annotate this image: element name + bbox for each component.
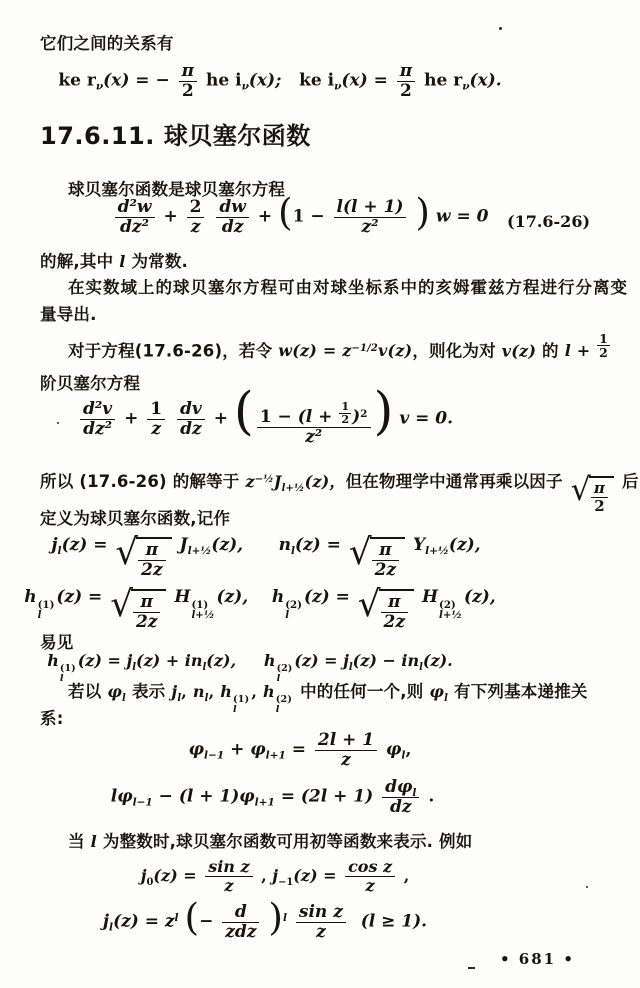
fraction [397, 62, 415, 101]
formula-token: − [199, 911, 214, 932]
formula-token: ke r [58, 70, 96, 91]
formula-token: j [51, 535, 58, 555]
text-run: 的 [536, 341, 565, 361]
formula-token: 2 [341, 411, 350, 426]
paragraph-5: 阶贝塞尔方程 [40, 374, 141, 393]
formula-token: = [285, 739, 312, 760]
formula-token: zdz [225, 922, 257, 943]
formula-token: j [102, 911, 110, 932]
right-paren: ) [373, 382, 394, 442]
fraction [315, 731, 377, 770]
formula-token: l−1 [132, 796, 153, 809]
formula-token: (z) = [56, 587, 103, 607]
formula-token: z [245, 472, 255, 491]
paragraph-9 [68, 828, 472, 852]
fraction [179, 62, 197, 101]
formula-token: (z), [216, 587, 249, 607]
equation-recurrence-1 [40, 731, 560, 770]
formula-token: H [174, 587, 191, 607]
formula-token: l [444, 692, 449, 704]
fraction [80, 400, 115, 439]
formula-token: sin z [205, 858, 252, 877]
formula-token: (z) = [153, 866, 197, 885]
fraction [177, 400, 205, 439]
formula-token: l [122, 692, 127, 704]
formula-token: 0 [146, 876, 154, 888]
fraction [216, 198, 249, 237]
formula-token: dz² [120, 217, 150, 238]
formula-token: 2 [360, 407, 368, 420]
formula-token: dz [389, 797, 412, 818]
formula-token: ν [95, 80, 104, 93]
formula-token: (z). [422, 651, 453, 670]
formula-token: z [190, 217, 201, 238]
inline-math [107, 682, 127, 704]
fraction [334, 198, 407, 237]
fraction-half [597, 332, 610, 359]
formula-token: (z) = z [113, 911, 175, 932]
formula-token: (2) [276, 663, 293, 675]
formula-token: d [222, 903, 259, 923]
formula-token: lφ [110, 786, 133, 807]
formula-token: l [285, 609, 290, 622]
left-paren: ( [233, 382, 254, 442]
formula-token: − (l + 1)φ [152, 786, 255, 807]
formula-token: (z) = j [77, 651, 133, 670]
formula-token: z² [305, 427, 323, 448]
fraction [591, 480, 608, 515]
formula-token: φ [107, 682, 123, 701]
formula-token: j [140, 866, 147, 885]
formula-token: l+½ [187, 545, 212, 558]
text-run: 为常数. [125, 252, 189, 271]
fraction [222, 903, 259, 942]
formula-token: dv [177, 400, 205, 420]
equation-j0 [0, 858, 550, 895]
formula-token: 1 [599, 331, 609, 346]
formula-token: l+½ [191, 609, 215, 622]
formula-token: 2z [374, 560, 397, 581]
formula-token: l [276, 673, 281, 685]
formula-token: Y [412, 535, 426, 555]
page-number: • 681 • [500, 950, 575, 968]
formula-token: (z) = [293, 866, 337, 885]
formula-token: l−1 [204, 749, 225, 762]
formula-token: π [591, 480, 608, 498]
formula-token: −½ [254, 474, 274, 486]
inline-math [278, 341, 412, 360]
text-run: 对于方程(17.6-26)，若令 [68, 341, 279, 361]
formula-token: 1 − [259, 407, 298, 428]
sqrt-body [131, 589, 166, 632]
text-run: 后 [616, 472, 639, 491]
formula-token: ν [241, 80, 249, 93]
formula-token: (x) = − [103, 70, 170, 91]
formula-token: (z) = j [294, 651, 349, 670]
sqrt-radical [570, 471, 614, 515]
formula-token: l [109, 921, 114, 934]
fraction [147, 400, 165, 439]
sqrt-body [370, 537, 405, 580]
formula-token: ν [462, 80, 470, 93]
formula-token: z [151, 419, 162, 440]
equation-recurrence-2 [0, 778, 545, 817]
formula-token: dw [216, 198, 249, 218]
formula-token: 2 [599, 345, 609, 361]
formula-token: n [192, 682, 205, 701]
formula-token: l [202, 661, 207, 673]
formula-token: l [37, 609, 42, 622]
formula-token: l+½ [439, 609, 463, 622]
formula-token: ( [297, 407, 306, 428]
formula-token: + [257, 206, 273, 227]
fraction-numerator [382, 778, 419, 798]
formula-token: 1 − [292, 206, 325, 227]
section-heading: 17.6.11. 球贝塞尔函数 [40, 122, 311, 150]
formula-token: dz [180, 419, 202, 440]
formula-token: , [261, 866, 273, 885]
sqrt-radical [357, 584, 414, 633]
formula-token: l [282, 912, 287, 925]
formula-token: l [412, 787, 417, 800]
formula-token: l(l + 1) [334, 198, 407, 218]
formula-token: 1 [147, 400, 165, 420]
text-run: 所以 (17.6-26) 的解等于 [40, 472, 246, 491]
paragraph-6-line2: 定义为球贝塞尔函数,记作 [40, 509, 231, 528]
supsub-stack [38, 600, 55, 621]
scan-dash [468, 967, 475, 969]
supsub-stack [233, 695, 249, 715]
formula-token: ν [334, 80, 342, 93]
formula-token: (z) − in [352, 651, 420, 670]
formula-token: (1) [59, 663, 76, 675]
formula-token: h [271, 587, 285, 607]
formula-token: 2z [141, 560, 163, 581]
formula-token: + [213, 408, 228, 429]
formula-token: j [272, 866, 279, 885]
paragraph-8-line2: 系: [40, 709, 64, 728]
formula-token: v = 0. [399, 408, 454, 429]
formula-token: , [208, 682, 221, 701]
fraction [296, 903, 346, 942]
text-run: 中的任何一个,则 [294, 682, 430, 701]
radical-sign: √ [115, 532, 139, 574]
formula-token: v(z) [378, 341, 413, 361]
sqrt-body [379, 589, 414, 632]
formula-token: (x) = [341, 70, 388, 91]
formula-token: h [24, 587, 37, 607]
formula-token: + [124, 408, 139, 429]
fraction [187, 198, 205, 237]
formula-token: , [251, 682, 263, 701]
formula-token: , [403, 866, 410, 885]
paragraph-3-line1: 在实数域上的球贝塞尔方程可由对球坐标系中的亥姆霍兹方程进行分离变 [68, 278, 628, 297]
text-run: 的解,其中 [40, 252, 120, 271]
text-run: 若以 [68, 682, 108, 701]
formula-token: , [405, 739, 412, 760]
formula-token: (1) [37, 598, 55, 611]
formula-token: h [262, 682, 275, 701]
formula-token: l [177, 692, 182, 704]
sqrt-radical [110, 584, 166, 633]
formula-token: w = 0 [435, 206, 489, 227]
formula-token: 1 [341, 398, 350, 413]
formula-token: cos z [345, 858, 395, 877]
fraction-numerator [257, 398, 371, 428]
supsub-stack [285, 600, 302, 621]
equation-hankel [0, 584, 520, 633]
formula-token: π [133, 593, 160, 613]
equation-jl-general [0, 895, 530, 943]
formula-token: h [220, 682, 233, 701]
formula-token: (x). [469, 70, 502, 91]
formula-token: z [365, 875, 375, 895]
formula-token: (1) [191, 598, 209, 611]
formula-token: dz² [83, 419, 113, 440]
formula-token: 2 [400, 81, 412, 102]
formula-token: (2) [275, 694, 293, 706]
formula-token: −1 [278, 876, 294, 888]
formula-token: (1) [233, 694, 250, 706]
fraction-half [339, 398, 351, 426]
paragraph-8-line1 [68, 678, 588, 715]
formula-token: (x); [248, 70, 282, 91]
formula-token: l [419, 661, 423, 673]
formula-token: (z), [206, 651, 237, 670]
formula-token: 2 [187, 198, 205, 218]
formula-token: (z) = [294, 535, 341, 555]
sqrt-radical [115, 532, 171, 581]
text-run: 当 [68, 832, 91, 851]
formula-token: h [263, 651, 276, 670]
formula-token: π [397, 62, 415, 82]
formula-token: he i [206, 70, 242, 91]
inline-math [171, 682, 294, 716]
formula-token: π [381, 593, 408, 613]
radical-sign: √ [570, 471, 591, 508]
fraction [205, 858, 252, 895]
formula-token: . [428, 786, 435, 807]
var-l: l [90, 832, 97, 851]
formula-token: 2z [135, 612, 158, 633]
formula-token: φ [188, 739, 205, 760]
left-paren: ( [278, 190, 293, 235]
formula-token: l [204, 692, 209, 704]
formula-token: (z)， [304, 472, 346, 491]
scan-speck [57, 422, 59, 424]
sqrt-radical [348, 532, 405, 581]
sqrt-body [589, 476, 614, 515]
text-run: 但在物理学中通常再乘以因子 [345, 472, 569, 491]
formula-token: l [174, 912, 179, 925]
formula-token: π [138, 541, 165, 561]
formula-token: l+½ [281, 482, 305, 494]
fraction [115, 198, 155, 237]
formula-token: −1/2 [351, 343, 378, 355]
formula-token: (2) [439, 598, 456, 611]
text-run: ，则化为对 [412, 341, 502, 361]
var-l: l [119, 252, 126, 271]
formula-token: l [59, 673, 64, 685]
formula-token: (2) [285, 598, 302, 611]
paragraph-2 [40, 248, 188, 272]
formula-token: (z) + in [136, 651, 203, 670]
formula-token: w(z) = z [278, 341, 352, 361]
paragraph-4 [68, 332, 611, 361]
formula-token: z [316, 922, 326, 943]
formula-token: n [278, 535, 291, 555]
formula-token: 2 [594, 496, 605, 515]
formula-token: h [47, 651, 59, 670]
scan-speck [586, 886, 588, 888]
formula-token: l [401, 749, 406, 762]
scan-speck [499, 27, 502, 30]
formula-token: l [57, 545, 62, 558]
supsub-stack [191, 600, 214, 621]
formula-token: z [341, 750, 351, 771]
right-paren: ) [415, 190, 430, 235]
radical-sign: √ [110, 584, 133, 626]
equation-label: (17.6-26) [507, 212, 591, 231]
fraction [138, 541, 165, 580]
formula-token: d²w [115, 198, 155, 218]
inline-math [245, 472, 346, 494]
right-paren: ) [268, 895, 283, 940]
formula-token: ke i [299, 70, 335, 91]
intro-text: 它们之间的关系有 [40, 34, 174, 53]
equation-jl-nl [0, 532, 532, 581]
formula-token: φ [429, 682, 445, 701]
formula-token: dz [221, 217, 244, 238]
formula-token: l [132, 661, 137, 673]
formula-token: j [171, 682, 178, 701]
radical-sign: √ [348, 532, 372, 574]
fraction [257, 398, 371, 448]
formula-token: (l ≥ 1). [360, 911, 428, 932]
fraction [382, 778, 419, 817]
formula-token: π [372, 541, 399, 561]
formula-token: (z) = [303, 587, 350, 607]
formula-token: + φ [224, 739, 266, 760]
formula-kelvin-relations [0, 62, 560, 101]
equation-17-6-26 [60, 190, 540, 238]
formula-token: l [348, 661, 353, 673]
paragraph-1: 球贝塞尔函数是球贝塞尔方程 [68, 180, 286, 199]
formula-token: φ [386, 739, 402, 760]
formula-token: (z), [464, 587, 496, 607]
formula-token: ) [352, 407, 361, 428]
formula-token: dφ [385, 777, 413, 797]
text-run: 有下列基本递推关 [448, 682, 588, 701]
formula-token: + [163, 206, 178, 227]
formula-token: 2l + 1 [315, 731, 377, 751]
formula-token: (z) = [61, 535, 108, 555]
formula-token: J [273, 472, 282, 491]
formula-token: he r [424, 70, 463, 91]
formula-token: z² [361, 217, 379, 238]
formula-token: (z), [211, 535, 244, 555]
formula-token: l [275, 704, 280, 716]
formula-token: = (2l + 1) [274, 786, 380, 807]
sqrt-body [136, 537, 171, 580]
formula-token: l + [564, 341, 597, 361]
formula-token: l [233, 704, 237, 716]
fraction [345, 858, 395, 895]
formula-token: d²v [80, 400, 115, 420]
formula-token: 2z [383, 612, 406, 633]
inline-math [564, 331, 611, 361]
inline-math [429, 682, 449, 704]
inline-math: v(z) [501, 341, 537, 361]
formula-token: l [290, 545, 295, 558]
formula-token: H [421, 587, 438, 607]
formula-token: l+1 [254, 796, 275, 809]
formula-token: z [224, 875, 234, 895]
text-run: 为整数时,球贝塞尔函数可用初等函数来表示. 例如 [96, 832, 473, 851]
fraction [133, 593, 160, 632]
formula-token: π [179, 62, 197, 82]
radical-sign: √ [357, 584, 381, 626]
formula-token: (z), [448, 535, 481, 555]
paragraph-7: 易见 [40, 633, 74, 652]
formula-token: l + [305, 407, 339, 428]
left-paren: ( [184, 895, 200, 940]
formula-token: 2 [181, 81, 194, 102]
formula-token: sin z [296, 903, 346, 923]
supsub-stack [276, 695, 292, 715]
formula-token: J [179, 535, 188, 555]
supsub-stack [439, 600, 462, 621]
fraction [381, 593, 408, 632]
formula-token: l+½ [425, 545, 449, 558]
text-run: 表示 [126, 682, 172, 701]
formula-token: , [181, 682, 193, 701]
formula-token: l+1 [265, 749, 286, 762]
fraction [372, 541, 399, 580]
paragraph-3-line2: 量导出. [40, 305, 97, 324]
